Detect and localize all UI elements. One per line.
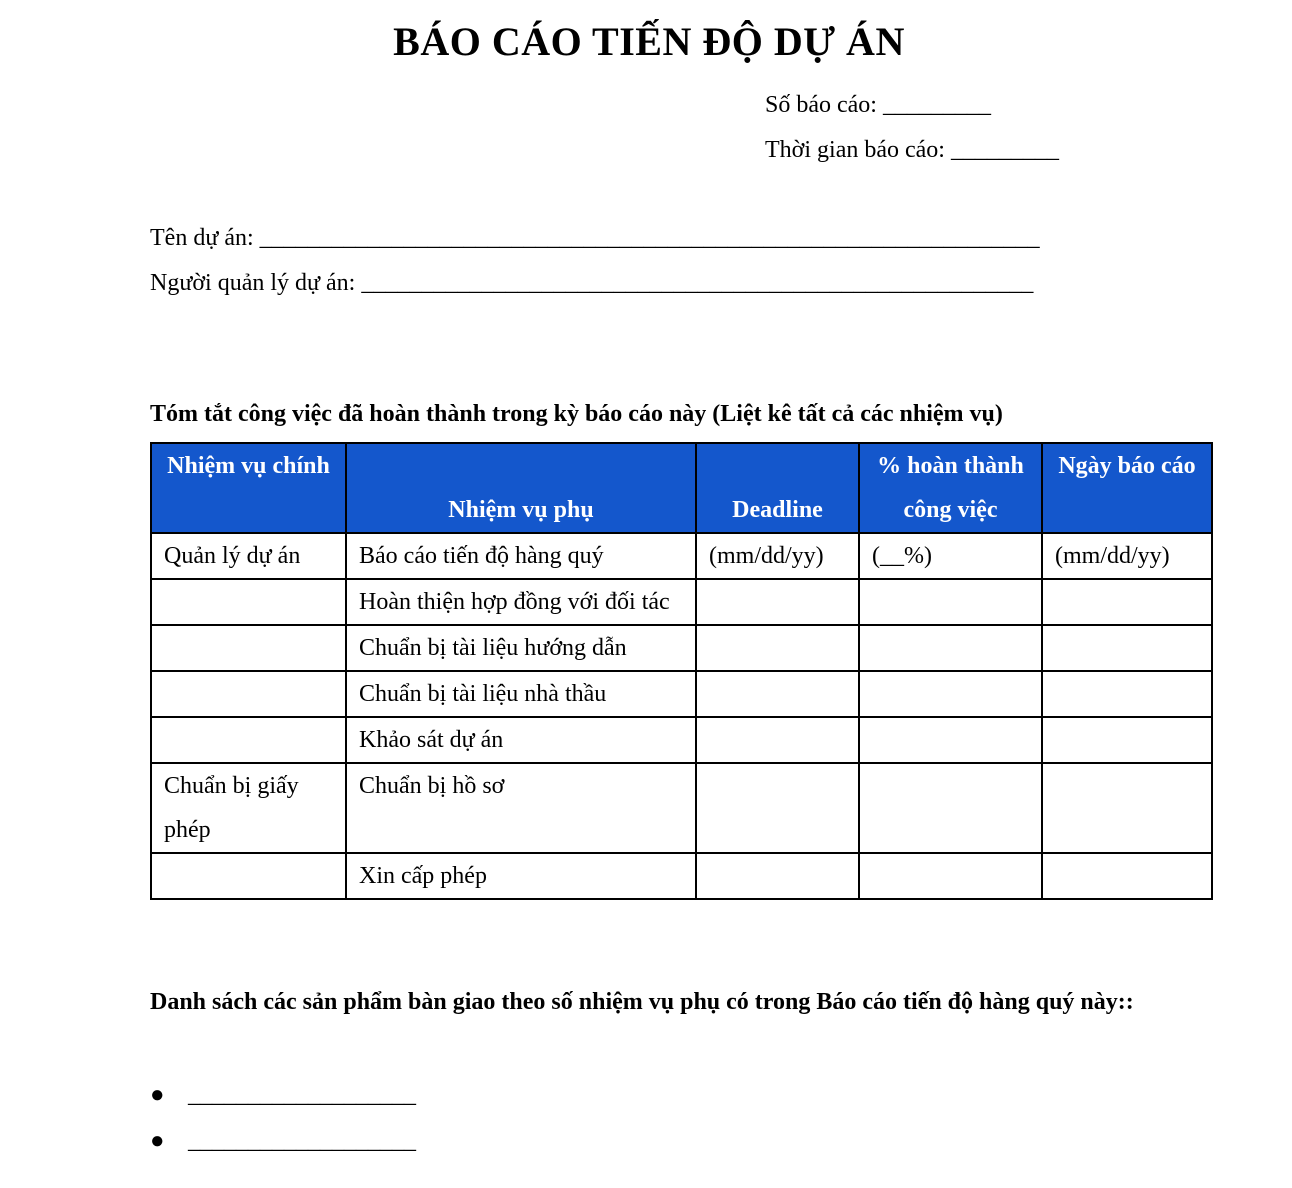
document-title: BÁO CÁO TIẾN ĐỘ DỰ ÁN [393, 19, 905, 64]
deliverables-heading: Danh sách các sản phẩm bàn giao theo số nhiệm vụ phụ có trong Báo cáo tiến độ hàng quý này:: [150, 989, 1134, 1015]
cell-sub-task: Xin cấp phép [346, 853, 696, 899]
deliverable-blank: ___________________ [188, 1082, 416, 1108]
cell-report-date: (mm/dd/yy) [1042, 533, 1212, 579]
header-deadline: Deadline [696, 443, 859, 533]
cell-main-task [151, 717, 346, 763]
table-row [151, 853, 1212, 899]
header-main-task: Nhiệm vụ chính [151, 443, 346, 533]
deliverable-blank: ___________________ [188, 1128, 416, 1154]
progress-table [150, 442, 1213, 900]
list-item [150, 1118, 416, 1164]
project-manager-label: Người quản lý dự án: [150, 270, 356, 296]
cell-sub-task: Chuẩn bị hồ sơ [346, 763, 696, 853]
project-manager-line [150, 270, 1033, 297]
cell-deadline: (mm/dd/yy) [696, 533, 859, 579]
cell-completion [859, 763, 1042, 853]
bullet-icon: ● [150, 1128, 165, 1154]
cell-sub-task: Hoàn thiện hợp đồng với đối tác [346, 579, 696, 625]
cell-completion [859, 717, 1042, 763]
cell-report-date [1042, 579, 1212, 625]
cell-deadline [696, 717, 859, 763]
table-header-row [151, 443, 1212, 533]
cell-sub-task: Chuẩn bị tài liệu hướng dẫn [346, 625, 696, 671]
cell-sub-task: Khảo sát dự án [346, 717, 696, 763]
cell-main-task: Quản lý dự án [151, 533, 346, 579]
cell-main-task [151, 853, 346, 899]
cell-completion [859, 853, 1042, 899]
cell-report-date [1042, 625, 1212, 671]
cell-completion: (__%) [859, 533, 1042, 579]
report-time-line [765, 137, 1059, 164]
cell-deadline [696, 763, 859, 853]
list-item [150, 1072, 416, 1118]
cell-deadline [696, 625, 859, 671]
cell-report-date [1042, 671, 1212, 717]
table-row [151, 763, 1212, 853]
cell-deadline [696, 671, 859, 717]
project-name-label: Tên dự án: [150, 225, 254, 251]
cell-deadline [696, 853, 859, 899]
cell-main-task: Chuẩn bị giấy phép [151, 763, 346, 853]
cell-sub-task: Chuẩn bị tài liệu nhà thầu [346, 671, 696, 717]
cell-main-task [151, 579, 346, 625]
table-row [151, 717, 1212, 763]
project-name-line [150, 225, 1040, 252]
project-manager-blank: ________________________________________________________ [361, 270, 1034, 296]
cell-main-task [151, 671, 346, 717]
report-number-line [765, 92, 991, 119]
bullet-icon: ● [150, 1082, 165, 1108]
report-time-blank: _________ [950, 137, 1059, 163]
header-report-date: Ngày báo cáo [1042, 443, 1212, 533]
cell-completion [859, 671, 1042, 717]
report-number-label: Số báo cáo: [765, 92, 877, 118]
table-row [151, 533, 1212, 579]
cell-completion [859, 625, 1042, 671]
table-row [151, 579, 1212, 625]
cell-main-task [151, 625, 346, 671]
report-time-label: Thời gian báo cáo: [765, 137, 945, 163]
deliverables-list [150, 1072, 416, 1164]
report-number-blank: _________ [882, 92, 991, 118]
table-row [151, 625, 1212, 671]
project-name-blank: _________________________________________________________________ [259, 225, 1040, 251]
cell-report-date [1042, 717, 1212, 763]
cell-report-date [1042, 763, 1212, 853]
header-completion: % hoàn thành công việc [859, 443, 1042, 533]
header-sub-task: Nhiệm vụ phụ [346, 443, 696, 533]
cell-sub-task: Báo cáo tiến độ hàng quý [346, 533, 696, 579]
cell-deadline [696, 579, 859, 625]
table-row [151, 671, 1212, 717]
summary-heading: Tóm tắt công việc đã hoàn thành trong kỳ báo cáo này (Liệt kê tất cả các nhiệm vụ) [150, 401, 1003, 427]
cell-completion [859, 579, 1042, 625]
cell-report-date [1042, 853, 1212, 899]
